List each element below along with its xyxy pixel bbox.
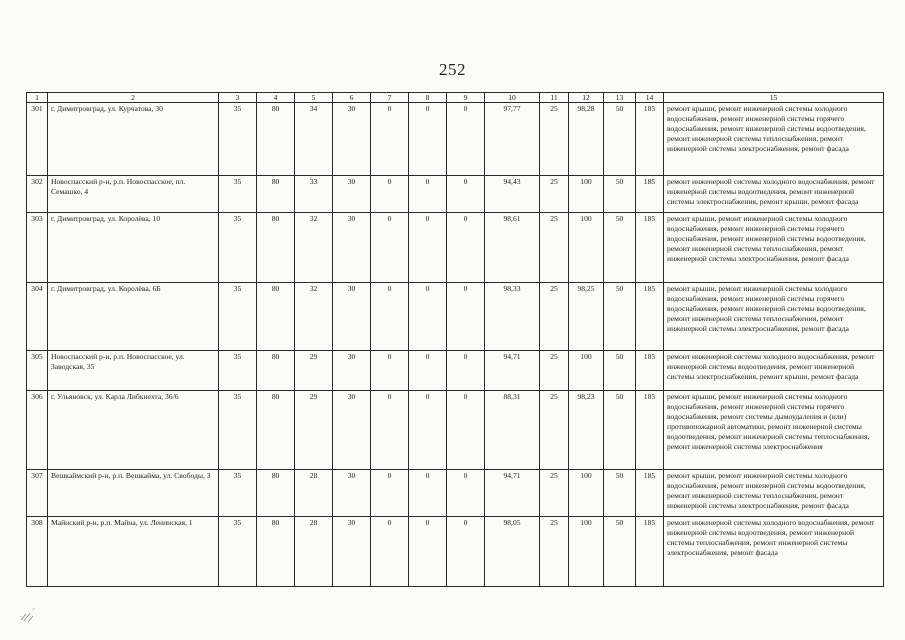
value-cell-7: 0	[371, 470, 409, 517]
value-cell-3: 35	[219, 517, 257, 587]
value-cell-12: 100	[569, 213, 604, 283]
table-row	[27, 213, 884, 283]
value-cell-8: 0	[409, 391, 447, 470]
address-cell: Новоспасский р-н, р.п. Новоспасское, ул. Заводская, 35	[48, 351, 219, 391]
value-cell-10: 98,33	[485, 283, 540, 351]
value-cell-7: 0	[371, 283, 409, 351]
value-cell-4: 80	[257, 283, 295, 351]
row-number: 307	[27, 470, 48, 517]
row-number: 303	[27, 213, 48, 283]
value-cell-6: 30	[333, 391, 371, 470]
column-number: 7	[371, 93, 409, 103]
value-cell-11: 25	[540, 351, 569, 391]
value-cell-14: 185	[636, 470, 664, 517]
value-cell-11: 25	[540, 283, 569, 351]
row-number: 302	[27, 176, 48, 213]
value-cell-13: 50	[604, 470, 636, 517]
value-cell-8: 0	[409, 470, 447, 517]
value-cell-7: 0	[371, 517, 409, 587]
value-cell-9: 0	[447, 517, 485, 587]
value-cell-13: 50	[604, 213, 636, 283]
value-cell-12: 100	[569, 470, 604, 517]
value-cell-12: 100	[569, 517, 604, 587]
row-number: 301	[27, 103, 48, 176]
value-cell-4: 80	[257, 517, 295, 587]
value-cell-3: 35	[219, 176, 257, 213]
value-cell-12: 98,25	[569, 283, 604, 351]
column-number: 3	[219, 93, 257, 103]
table-row	[27, 103, 884, 176]
value-cell-12: 98,28	[569, 103, 604, 176]
address-cell: г. Димитровград, ул. Курчатова, 30	[48, 103, 219, 176]
column-number: 14	[636, 93, 664, 103]
value-cell-6: 30	[333, 213, 371, 283]
column-number: 6	[333, 93, 371, 103]
value-cell-14: 185	[636, 351, 664, 391]
column-number: 15	[664, 93, 884, 103]
value-cell-8: 0	[409, 213, 447, 283]
value-cell-5: 32	[295, 283, 333, 351]
table-row	[27, 517, 884, 587]
value-cell-7: 0	[371, 103, 409, 176]
column-number: 11	[540, 93, 569, 103]
value-cell-6: 30	[333, 283, 371, 351]
value-cell-13: 50	[604, 103, 636, 176]
address-cell: г. Ульяновск, ул. Карла Либкнехта, 36/6	[48, 391, 219, 470]
value-cell-13: 50	[604, 176, 636, 213]
value-cell-14: 185	[636, 213, 664, 283]
column-number: 13	[604, 93, 636, 103]
value-cell-5: 28	[295, 470, 333, 517]
table-row	[27, 283, 884, 351]
row-number: 306	[27, 391, 48, 470]
works-list-cell: ремонт инженерной системы холодного водоснабжения, ремонт инженерной системы водоотведения, ремонт инженерной системы электроснабжения, ремонт крыши, ремонт фасада	[664, 176, 884, 213]
table-row	[27, 176, 884, 213]
value-cell-6: 30	[333, 470, 371, 517]
column-number: 8	[409, 93, 447, 103]
value-cell-10: 97,77	[485, 103, 540, 176]
value-cell-14: 185	[636, 517, 664, 587]
works-list-cell: ремонт крыши, ремонт инженерной системы холодного водоснабжения, ремонт инженерной системы водоотведения, ремонт инженерной системы теплоснабжения, ремонт инженерной системы электроснабжения, ремонт фасада	[664, 470, 884, 517]
value-cell-4: 80	[257, 213, 295, 283]
value-cell-4: 80	[257, 351, 295, 391]
value-cell-11: 25	[540, 103, 569, 176]
value-cell-13: 50	[604, 283, 636, 351]
value-cell-5: 29	[295, 391, 333, 470]
column-number: 10	[485, 93, 540, 103]
value-cell-7: 0	[371, 391, 409, 470]
value-cell-14: 185	[636, 176, 664, 213]
value-cell-13: 50	[604, 351, 636, 391]
value-cell-8: 0	[409, 176, 447, 213]
value-cell-3: 35	[219, 213, 257, 283]
column-number: 9	[447, 93, 485, 103]
value-cell-3: 35	[219, 391, 257, 470]
value-cell-9: 0	[447, 351, 485, 391]
value-cell-4: 80	[257, 391, 295, 470]
column-number: 5	[295, 93, 333, 103]
value-cell-7: 0	[371, 176, 409, 213]
value-cell-9: 0	[447, 470, 485, 517]
row-number: 304	[27, 283, 48, 351]
works-list-cell: ремонт крыши, ремонт инженерной системы холодного водоснабжения, ремонт инженерной системы горячего водоснабжения, ремонт инженерной системы водоотведения, ремонт инженерной системы теплоснабжения, ремонт инженерной системы электроснабжения, ремонт фасада	[664, 213, 884, 283]
value-cell-6: 30	[333, 103, 371, 176]
value-cell-6: 30	[333, 517, 371, 587]
value-cell-9: 0	[447, 103, 485, 176]
address-cell: г. Димитровград, ул. Королёва, 6Б	[48, 283, 219, 351]
works-list-cell: ремонт инженерной системы холодного водоснабжения, ремонт инженерной системы водоотведения, ремонт инженерной системы теплоснабжения, ремонт инженерной системы электроснабжения, ремонт фасада	[664, 517, 884, 587]
value-cell-6: 30	[333, 351, 371, 391]
value-cell-14: 185	[636, 103, 664, 176]
value-cell-10: 94,71	[485, 470, 540, 517]
row-number: 308	[27, 517, 48, 587]
value-cell-10: 98,05	[485, 517, 540, 587]
value-cell-7: 0	[371, 351, 409, 391]
value-cell-4: 80	[257, 470, 295, 517]
value-cell-5: 28	[295, 517, 333, 587]
value-cell-3: 35	[219, 351, 257, 391]
works-list-cell: ремонт инженерной системы холодного водоснабжения, ремонт инженерной системы водоотведения, ремонт инженерной системы электроснабжения, ремонт крыши, ремонт фасада	[664, 351, 884, 391]
value-cell-9: 0	[447, 391, 485, 470]
value-cell-10: 94,71	[485, 351, 540, 391]
value-cell-8: 0	[409, 517, 447, 587]
address-cell: Новоспасский р-н, р.п. Новоспасское, пл. Семашко, 4	[48, 176, 219, 213]
table-row	[27, 470, 884, 517]
address-cell: Майнский р-н, р.п. Майна, ул. Ленинская, 1	[48, 517, 219, 587]
row-number: 305	[27, 351, 48, 391]
value-cell-13: 50	[604, 517, 636, 587]
value-cell-11: 25	[540, 470, 569, 517]
value-cell-5: 33	[295, 176, 333, 213]
value-cell-13: 50	[604, 391, 636, 470]
column-number: 12	[569, 93, 604, 103]
value-cell-3: 35	[219, 283, 257, 351]
value-cell-9: 0	[447, 283, 485, 351]
value-cell-3: 35	[219, 103, 257, 176]
works-list-cell: ремонт крыши, ремонт инженерной системы холодного водоснабжения, ремонт инженерной системы горячего водоснабжения, ремонт системы дымоудаления и (или) противопожарной автоматики, ремонт инженерной системы водоотведения, ремонт инженерной системы теплоснабжения, ремонт инженерной системы электроснабжения	[664, 391, 884, 470]
address-cell: г. Димитровград, ул. Королёва, 10	[48, 213, 219, 283]
value-cell-11: 25	[540, 391, 569, 470]
column-number: 2	[48, 93, 219, 103]
works-list-cell: ремонт крыши, ремонт инженерной системы холодного водоснабжения, ремонт инженерной системы горячего водоснабжения, ремонт инженерной системы водоотведения, ремонт инженерной системы теплоснабжения, ремонт инженерной системы электроснабжения, ремонт фасада	[664, 283, 884, 351]
value-cell-8: 0	[409, 283, 447, 351]
value-cell-8: 0	[409, 103, 447, 176]
value-cell-6: 30	[333, 176, 371, 213]
value-cell-12: 98,23	[569, 391, 604, 470]
value-cell-4: 80	[257, 103, 295, 176]
value-cell-11: 25	[540, 176, 569, 213]
value-cell-11: 25	[540, 213, 569, 283]
value-cell-11: 25	[540, 517, 569, 587]
value-cell-14: 185	[636, 283, 664, 351]
value-cell-12: 100	[569, 176, 604, 213]
value-cell-4: 80	[257, 176, 295, 213]
column-number: 4	[257, 93, 295, 103]
value-cell-9: 0	[447, 176, 485, 213]
value-cell-5: 32	[295, 213, 333, 283]
works-list-cell: ремонт крыши, ремонт инженерной системы холодного водоснабжения, ремонт инженерной системы горячего водоснабжения, ремонт инженерной системы водоотведения, ремонт инженерной системы теплоснабжения, ремонт инженерной системы электроснабжения, ремонт фасада	[664, 103, 884, 176]
page-number: 252	[439, 60, 466, 79]
value-cell-12: 100	[569, 351, 604, 391]
value-cell-10: 94,43	[485, 176, 540, 213]
value-cell-8: 0	[409, 351, 447, 391]
value-cell-10: 98,61	[485, 213, 540, 283]
value-cell-3: 35	[219, 470, 257, 517]
column-number: 1	[27, 93, 48, 103]
table-row	[27, 391, 884, 470]
value-cell-7: 0	[371, 213, 409, 283]
value-cell-9: 0	[447, 213, 485, 283]
value-cell-10: 88,31	[485, 391, 540, 470]
pen-mark-icon	[18, 600, 42, 624]
value-cell-5: 29	[295, 351, 333, 391]
table-row	[27, 351, 884, 391]
column-number-row	[27, 93, 884, 103]
repair-program-table	[26, 92, 884, 587]
value-cell-5: 34	[295, 103, 333, 176]
value-cell-14: 185	[636, 391, 664, 470]
address-cell: Вешкаймский р-н, р.п. Вешкайма, ул. Свободы, 3	[48, 470, 219, 517]
